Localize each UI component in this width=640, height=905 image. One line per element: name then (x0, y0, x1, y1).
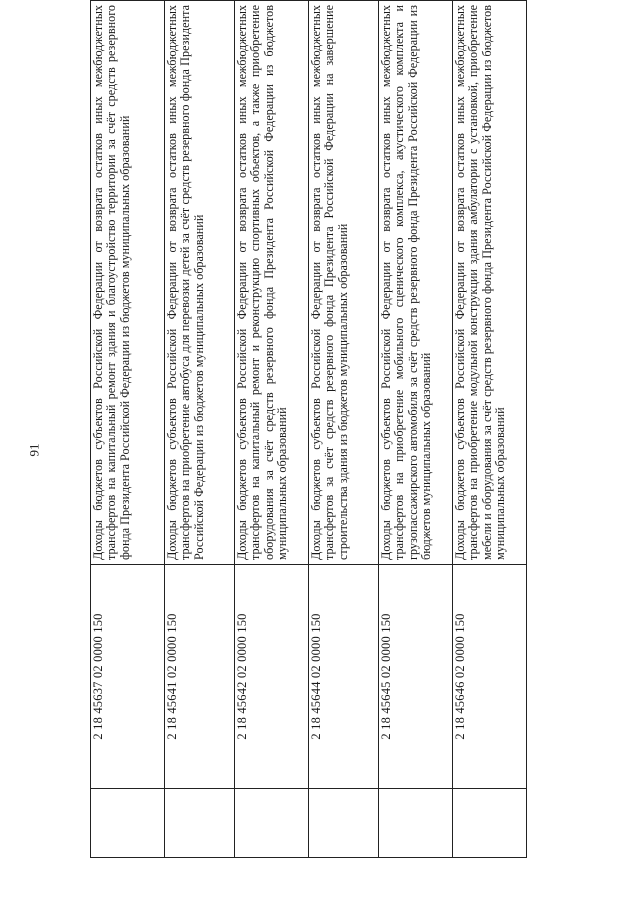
budget-code-cell: 2 18 45646 02 0000 150 (453, 565, 527, 789)
page-number: 91 (26, 443, 42, 457)
admin-code-cell (165, 789, 235, 858)
description-cell: Доходы бюджетов субъектов Российской Федерации от возврата остатков иных межбюджетных трансфертов на капитальный ремонт здания и благоустройство территории за счёт средств резервного фонда Президента Российской Федерации из бюджетов муниципальных образований (91, 1, 165, 565)
budget-code-cell: 2 18 45644 02 0000 150 (309, 565, 379, 789)
table-row (165, 1, 235, 858)
revenue-codes-table (90, 0, 527, 858)
table-row (91, 1, 165, 858)
budget-code-cell: 2 18 45642 02 0000 150 (235, 565, 309, 789)
budget-code-cell: 2 18 45637 02 0000 150 (91, 565, 165, 789)
description-cell: Доходы бюджетов субъектов Российской Федерации от возврата остатков иных межбюджетных трансфертов за счёт средств резервного фонда Президента Российской Федерации на завершение строительства здания из бюджетов муниципальных образований (309, 1, 379, 565)
budget-code-cell: 2 18 45641 02 0000 150 (165, 565, 235, 789)
admin-code-cell (235, 789, 309, 858)
budget-code-cell: 2 18 45645 02 0000 150 (379, 565, 453, 789)
rotated-content (90, 5, 527, 858)
admin-code-cell (379, 789, 453, 858)
description-cell: Доходы бюджетов субъектов Российской Федерации от возврата остатков иных межбюджетных трансфертов на приобретение модульной конструкции здания амбулатории с установкой, приобретение мебели и оборудования за счёт средств резервного фонда Президента Российской Федерации из бюджетов муниципальных образований (453, 1, 527, 565)
table-row (235, 1, 309, 858)
description-cell: Доходы бюджетов субъектов Российской Федерации от возврата остатков иных межбюджетных трансфертов на приобретение мобильного сценического комплекса, акустического комплекта и грузопассажирского автомобиля за счёт средств резервного фонда Президента Российской Федерации из бюджетов муниципальных образований (379, 1, 453, 565)
description-cell: Доходы бюджетов субъектов Российской Федерации от возврата остатков иных межбюджетных трансфертов на капитальный ремонт и реконструкцию спортивных объектов, а также приобретение оборудования за счёт средств резервного фонда Президента Российской Федерации из бюджетов муниципальных образований (235, 1, 309, 565)
admin-code-cell (91, 789, 165, 858)
table-row (453, 1, 527, 858)
admin-code-cell (309, 789, 379, 858)
table-row (309, 1, 379, 858)
table-row (379, 1, 453, 858)
description-cell: Доходы бюджетов субъектов Российской Федерации от возврата остатков иных межбюджетных трансфертов на приобретение автобуса для перевозки детей за счёт средств резервного фонда Президента Российской Федерации из бюджетов муниципальных образований (165, 1, 235, 565)
admin-code-cell (453, 789, 527, 858)
